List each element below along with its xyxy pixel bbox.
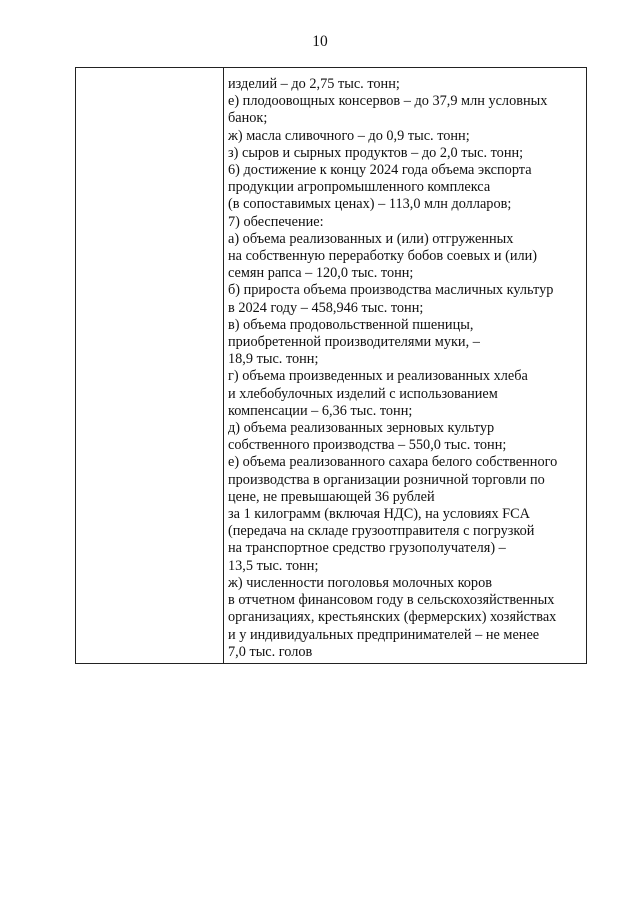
text-line: ж) численности поголовья молочных коров	[228, 574, 492, 591]
text-line: изделий – до 2,75 тыс. тонн;	[228, 76, 400, 92]
text-line: производства в организации розничной торговли по	[228, 471, 545, 488]
text-line: е) плодоовощных консервов – до 37,9 млн условных	[228, 93, 548, 110]
text-line: на собственную переработку бобов соевых и (или)	[228, 248, 538, 265]
text-line: 7,0 тыс. голов	[228, 643, 313, 660]
text-line: на транспортное средство грузополучателя) –	[228, 540, 506, 557]
text-line: 18,9 тыс. тонн;	[228, 351, 319, 368]
text-line: 13,5 тыс. тонн;	[228, 557, 319, 574]
table-left-cell	[76, 68, 224, 663]
text-line: за 1 килограмм (включая НДС), на условиях FCA	[228, 506, 530, 523]
text-line: цене, не превышающей 36 рублей	[228, 488, 435, 505]
text-line: з) сыров и сырных продуктов – до 2,0 тыс. тонн;	[228, 144, 524, 161]
text-line: (в сопоставимых ценах) – 113,0 млн долларов;	[228, 196, 512, 213]
text-line: в) объема продовольственной пшеницы,	[228, 316, 474, 333]
text-line: г) объема произведенных и реализованных хлеба	[228, 368, 528, 385]
text-line: и у индивидуальных предпринимателей – не менее	[228, 626, 540, 643]
text-line: семян рапса – 120,0 тыс. тонн;	[228, 265, 414, 282]
text-line: компенсации – 6,36 тыс. тонн;	[228, 402, 413, 419]
text-line: банок;	[228, 110, 268, 127]
page-number: 10	[312, 33, 328, 50]
text-line: приобретенной производителями муки, –	[228, 334, 480, 351]
table-right-cell	[224, 68, 586, 663]
text-line: и хлебобулочных изделий с использованием	[228, 385, 498, 402]
text-line: б) прироста объема производства масличных культур	[228, 282, 554, 299]
text-line: е) объема реализованного сахара белого собственного	[228, 454, 558, 471]
text-line: ж) масла сливочного – до 0,9 тыс. тонн;	[228, 127, 470, 144]
text-line: (передача на складе грузоотправителя с погрузкой	[228, 523, 535, 540]
text-line: собственного производства – 550,0 тыс. тонн;	[228, 437, 507, 454]
text-line: д) объема реализованных зерновых культур	[228, 420, 495, 437]
text-line: продукции агропромышленного комплекса	[228, 179, 491, 196]
document-table	[75, 67, 587, 664]
text-line: 7) обеспечение:	[228, 213, 324, 230]
text-line: организациях, крестьянских (фермерских) хозяйствах	[228, 609, 557, 626]
text-line: в отчетном финансовом году в сельскохозяйственных	[228, 592, 555, 609]
text-line: а) объема реализованных и (или) отгруженных	[228, 230, 514, 247]
text-line: в 2024 году – 458,946 тыс. тонн;	[228, 299, 424, 316]
text-line: 6) достижение к концу 2024 года объема экспорта	[228, 162, 532, 179]
